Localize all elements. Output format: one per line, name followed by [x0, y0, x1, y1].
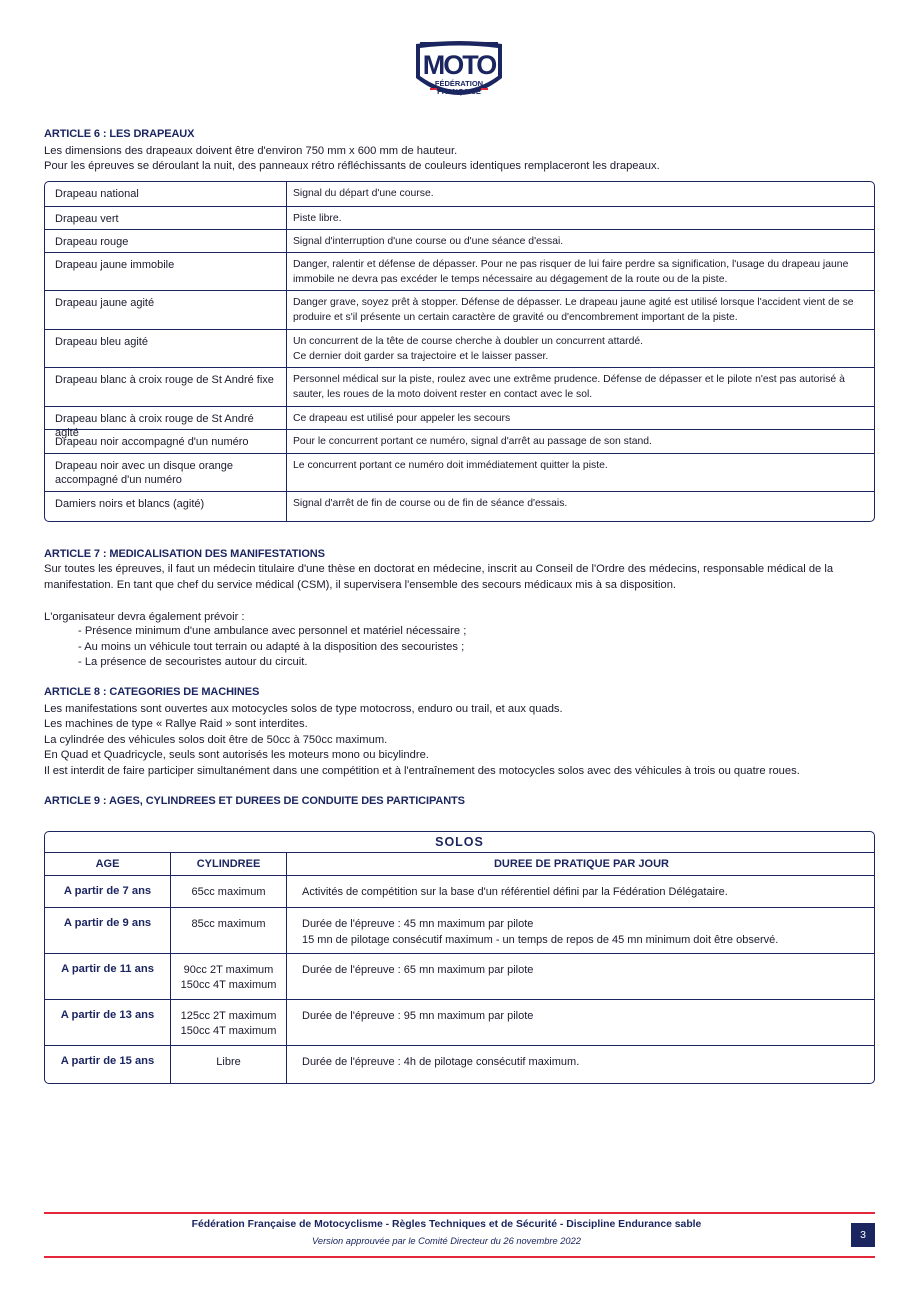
- article-7-bullet: - La présence de secouristes autour du circuit.: [78, 656, 308, 668]
- flag-row: [45, 229, 874, 252]
- article-8-line: Les machines de type « Rallye Raid » sont interdites.: [44, 718, 308, 730]
- flag-description: Piste libre.: [293, 213, 342, 224]
- article-8-line: Les manifestations sont ouvertes aux motocycles solos de type motocross, enduro ou trail, et aux quads.: [44, 703, 563, 715]
- flag-row: [45, 491, 874, 522]
- flag-description: Danger grave, soyez prêt à stopper. Défense de dépasser. Le drapeau jaune agité est utilisé lorsque l'accident vient de se produire et s'il présente un certain caractère de gravité ou d'encombrement important de la piste.: [293, 297, 854, 323]
- flag-description: Ce drapeau est utilisé pour appeler les secours: [293, 413, 511, 424]
- article-7-title: ARTICLE 7 : MEDICALISATION DES MANIFESTATIONS: [44, 548, 325, 560]
- flag-name: Drapeau blanc à croix rouge de St André agité: [45, 407, 287, 429]
- flag-description: Signal d'interruption d'une course ou d'une séance d'essai.: [293, 236, 564, 247]
- flag-description: Le concurrent portant ce numéro doit immédiatement quitter la piste.: [293, 460, 608, 471]
- article-8-line: La cylindrée des véhicules solos doit être de 50cc à 750cc maximum.: [44, 734, 388, 746]
- logo-line2: FRANÇAISE: [437, 87, 481, 96]
- flag-name: Drapeau rouge: [45, 230, 287, 252]
- duree-cell: Durée de l'épreuve : 95 mn maximum par pilote: [302, 1010, 534, 1022]
- age-cell: A partir de 7 ans: [63, 885, 152, 897]
- article-9-title: ARTICLE 9 : AGES, CYLINDREES ET DUREES DE CONDUITE DES PARTICIPANTS: [44, 795, 465, 807]
- flag-name: Drapeau vert: [45, 207, 287, 229]
- flag-name: Drapeau jaune agité: [45, 291, 287, 329]
- cylindree-cell: Libre: [216, 1056, 241, 1068]
- duree-cell: Activités de compétition sur la base d'un référentiel défini par la Fédération Délégataire.: [302, 886, 728, 898]
- flag-description: Danger, ralentir et défense de dépasser. Pour ne pas risquer de lui faire perdre sa signification, l'usage du drapeau jaune immobile ne devra pas excéder le temps nécessaire au dégagement de la route ou de la piste.: [293, 259, 849, 285]
- duree-cell: Durée de l'épreuve : 65 mn maximum par pilote: [302, 964, 534, 976]
- age-cell: A partir de 9 ans: [63, 917, 152, 929]
- cylindree-cell: 65cc maximum: [191, 886, 266, 898]
- solos-table: [44, 831, 875, 1084]
- flag-row: [45, 367, 874, 406]
- article-6-title: ARTICLE 6 : LES DRAPEAUX: [44, 128, 195, 140]
- footer-divider-top: [44, 1212, 875, 1214]
- flag-row: [45, 453, 874, 491]
- flag-row: [45, 329, 874, 367]
- article-8-line: En Quad et Quadricycle, seuls sont autorisés les moteurs mono ou bicylindre.: [44, 749, 429, 761]
- flag-description: Signal d'arrêt de fin de course ou de fin de séance d'essais.: [293, 498, 568, 509]
- page-number: 3: [851, 1223, 875, 1247]
- flag-description: Signal du départ d'une course.: [293, 188, 434, 199]
- flag-name: Drapeau jaune immobile: [45, 253, 287, 290]
- footer-title: Fédération Française de Motocyclisme - Règles Techniques et de Sécurité - Discipline Endurance sable: [191, 1219, 702, 1230]
- ffm-logo: [406, 40, 512, 106]
- header-duree: DUREE DE PRATIQUE PAR JOUR: [493, 858, 669, 870]
- flag-name: Drapeau noir accompagné d'un numéro: [45, 430, 287, 453]
- flag-name: Drapeau blanc à croix rouge de St André fixe: [45, 368, 287, 406]
- article-6-intro-1: Les dimensions des drapeaux doivent être d'environ 750 mm x 600 mm de hauteur.: [44, 145, 458, 157]
- article-6-intro-2: Pour les épreuves se déroulant la nuit, des panneaux rétro réfléchissants de couleurs identiques remplaceront les drapeaux.: [44, 160, 660, 172]
- flags-table: [44, 181, 875, 522]
- flag-row: [45, 429, 874, 453]
- flag-name: Drapeau bleu agité: [45, 330, 287, 367]
- duree-cell: Durée de l'épreuve : 4h de pilotage consécutif maximum.: [302, 1056, 580, 1068]
- age-cell: A partir de 15 ans: [60, 1055, 155, 1067]
- article-7-paragraph-2: L'organisateur devra également prévoir :: [44, 611, 245, 623]
- cylindree-cell: 90cc 2T maximum 150cc 4T maximum: [180, 964, 277, 991]
- article-8-title: ARTICLE 8 : CATEGORIES DE MACHINES: [44, 686, 260, 698]
- header-age: AGE: [95, 858, 120, 870]
- article-7-paragraph: Sur toutes les épreuves, il faut un médecin titulaire d'une thèse en doctorat en médecine, inscrit au Conseil de l'Ordre des médecins, responsable médical de la manifestation. En tant que chef du service médical (CSM), il supervisera l'ensemble des secours médicaux mis à sa disposition.: [44, 563, 834, 591]
- flag-row: [45, 206, 874, 229]
- flag-description: Pour le concurrent portant ce numéro, signal d'arrêt au passage de son stand.: [293, 436, 652, 447]
- flag-row: [45, 290, 874, 329]
- article-8-line: Il est interdit de faire participer simultanément dans une compétition et à l'entraînement des motocycles solos avec des véhicules à trois ou quatre roues.: [44, 765, 800, 777]
- cylindree-cell: 85cc maximum: [191, 918, 266, 930]
- article-7-bullet: - Au moins un véhicule tout terrain ou adapté à la disposition des secouristes ;: [78, 641, 465, 653]
- header-cylindree: CYLINDREE: [196, 858, 261, 870]
- flag-description: Personnel médical sur la piste, roulez avec une extrême prudence. Défense de dépasser et le pilote n'est pas autorisé à sauter, les roues de la moto doivent rester en contact avec le sol.: [293, 374, 845, 400]
- flag-name: Damiers noirs et blancs (agité): [45, 492, 287, 522]
- duree-cell: Durée de l'épreuve : 45 mn maximum par pilote 15 mn de pilotage consécutif maximum - un temps de repos de 45 mn minimum doit être observé.: [302, 918, 779, 946]
- age-cell: A partir de 13 ans: [60, 1009, 155, 1021]
- flag-row: [45, 182, 874, 206]
- footer-divider-bottom: [44, 1256, 875, 1258]
- flag-name: Drapeau noir avec un disque orange accompagné d'un numéro: [45, 454, 287, 491]
- age-cell: A partir de 11 ans: [61, 963, 154, 975]
- cylindree-cell: 125cc 2T maximum 150cc 4T maximum: [180, 1010, 277, 1037]
- flag-description: Un concurrent de la tête de course cherche à doubler un concurrent attardé. Ce dernier doit garder sa trajectoire et le laisser passer.: [293, 336, 644, 362]
- logo-word: MOTO: [422, 50, 496, 80]
- footer-subtitle: Version approuvée par le Comité Directeur du 26 novembre 2022: [312, 1236, 581, 1246]
- solos-table-title: SOLOS: [45, 832, 874, 853]
- flag-row: [45, 252, 874, 290]
- flag-row: [45, 406, 874, 439]
- logo-line1: FÉDÉRATION: [434, 79, 484, 88]
- flag-name: Drapeau national: [45, 182, 287, 206]
- article-7-bullet: - Présence minimum d'une ambulance avec personnel et matériel nécessaire ;: [78, 625, 467, 637]
